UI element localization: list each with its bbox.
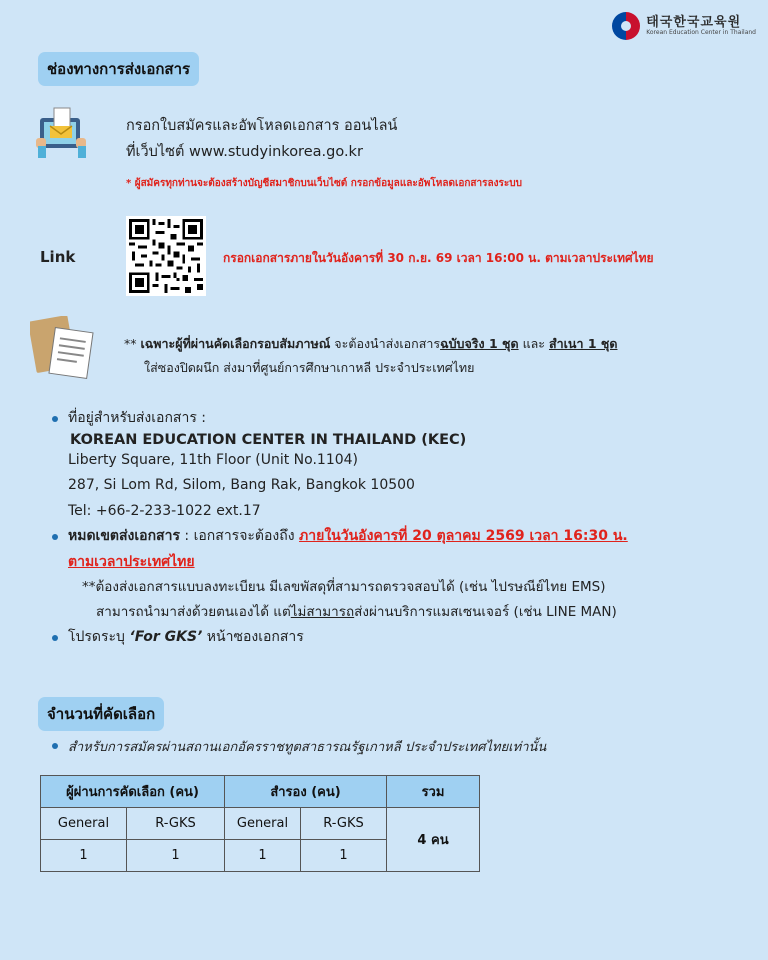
deadline-note-2 xyxy=(50,600,628,625)
hardcopy-mid: จะต้องนำส่งเอกสาร xyxy=(330,336,441,351)
note2-c: ส่งผ่านบริการแมสเซนเจอร์ (เช่น LINE MAN) xyxy=(354,604,617,620)
section-title-submission: ช่องทางการส่งเอกสาร xyxy=(38,52,199,86)
taegeuk-logo-icon xyxy=(612,12,640,40)
header-reserve: สำรอง (คน) xyxy=(225,776,387,808)
note2-a: สามารถนำมาส่งด้วยตนเองได้ แต่ xyxy=(96,604,291,620)
sub-rgks-passed: R-GKS xyxy=(127,808,225,840)
submission-details xyxy=(50,406,628,651)
bullet-icon xyxy=(52,534,58,540)
online-deadline: กรอกเอกสารภายในวันอังคารที่ 30 ก.ย. 69 เวลา 16:00 น. ตามเวลาประเทศไทย xyxy=(223,251,654,265)
deadline-item xyxy=(50,524,628,550)
table-subheader-row xyxy=(41,808,480,840)
address-line-2: 287, Si Lom Rd, Silom, Bang Rak, Bangkok 10500 xyxy=(68,477,415,493)
link-label: Link xyxy=(40,248,76,266)
address-label: ที่อยู่สำหรับส่งเอกสาร : xyxy=(68,410,207,426)
value-rgks-passed: 1 xyxy=(127,840,225,872)
logo-korean-text: 태국한국교육원 xyxy=(646,14,742,30)
gks-suffix: หน้าซองเอกสาร xyxy=(202,629,304,645)
value-general-passed: 1 xyxy=(41,840,127,872)
gks-bold: ‘For GKS’ xyxy=(129,629,203,645)
bullet-icon xyxy=(52,743,58,749)
hardcopy-bold: เฉพาะผู้ที่ผ่านคัดเลือกรอบสัมภาษณ์ xyxy=(140,336,331,351)
hardcopy-line-2: ใส่ซองปิดผนึก ส่งมาที่ศูนย์การศึกษาเกาหลี ประจำประเทศไทย xyxy=(144,360,475,375)
kec-logo xyxy=(612,12,756,40)
logo-english-text: Korean Education Center in Thailand xyxy=(646,28,756,36)
deadline-note-1: **ต้องส่งเอกสารแบบลงทะเบียน มีเลขพัสดุที่สามารถตรวจสอบได้ (เช่น ไปรษณีย์ไทย EMS) xyxy=(82,579,606,595)
gks-item xyxy=(50,625,628,651)
address-item xyxy=(50,406,628,432)
address-org: KOREAN EDUCATION CENTER IN THAILAND (KEC) xyxy=(70,431,467,448)
document-envelope-icon xyxy=(30,316,96,380)
qr-code-icon[interactable] xyxy=(126,216,206,296)
total-value: 4 คน xyxy=(387,808,480,872)
deadline-date: ภายในวันอังคารที่ 20 ตุลาคม 2569 เวลา 16:30 น. xyxy=(299,528,628,544)
hardcopy-and: และ xyxy=(518,336,549,351)
online-line-1: กรอกใบสมัครและอัพโหลดเอกสาร ออนไลน์ xyxy=(126,118,398,134)
address-line-1: Liberty Square, 11th Floor (Unit No.1104) xyxy=(68,451,359,468)
quota-note xyxy=(50,736,546,757)
quota-note-text: สำหรับการสมัครผ่านสถานเอกอัครราชทูตสาธารณรัฐเกาหลี ประจำประเทศไทยเท่านั้น xyxy=(68,740,547,755)
header-passed: ผู้ผ่านการคัดเลือก (คน) xyxy=(41,776,225,808)
hardcopy-original: ฉบับจริง 1 ชุด xyxy=(440,336,519,351)
account-note: * ผู้สมัครทุกท่านจะต้องสร้างบัญชีสมาชิกบนเว็บไซต์ กรอกข้อมูลและอัพโหลดเอกสารลงระบบ xyxy=(126,178,522,189)
section-title-quota: จำนวนที่คัดเลือก xyxy=(38,697,164,731)
hardcopy-instruction xyxy=(124,332,617,380)
sub-general-passed: General xyxy=(41,808,127,840)
address-tel: Tel: +66-2-233-1022 ext.17 xyxy=(68,502,261,519)
deadline-label: หมดเขตส่งเอกสาร xyxy=(68,528,180,544)
gks-prefix: โปรดระบุ xyxy=(68,629,130,645)
bullet-icon xyxy=(52,635,58,641)
deadline-colon: : เอกสารจะต้องถึง xyxy=(179,528,300,544)
quota-table xyxy=(40,775,480,872)
header-total: รวม xyxy=(387,776,480,808)
deadline-timezone: ตามเวลาประเทศไทย xyxy=(68,553,195,570)
sub-general-reserve: General xyxy=(225,808,301,840)
note2-b: ไม่สามารถ xyxy=(290,604,355,620)
tablet-upload-icon xyxy=(36,104,92,160)
bullet-icon xyxy=(52,416,58,422)
hardcopy-copy: สำเนา 1 ชุด xyxy=(548,336,618,351)
value-rgks-reserve: 1 xyxy=(301,840,387,872)
table-header-row xyxy=(41,776,480,808)
value-general-reserve: 1 xyxy=(225,840,301,872)
hardcopy-prefix: ** xyxy=(124,336,141,351)
sub-rgks-reserve: R-GKS xyxy=(301,808,387,840)
online-line-2: ที่เว็บไซต์ www.studyinkorea.go.kr xyxy=(126,144,363,160)
